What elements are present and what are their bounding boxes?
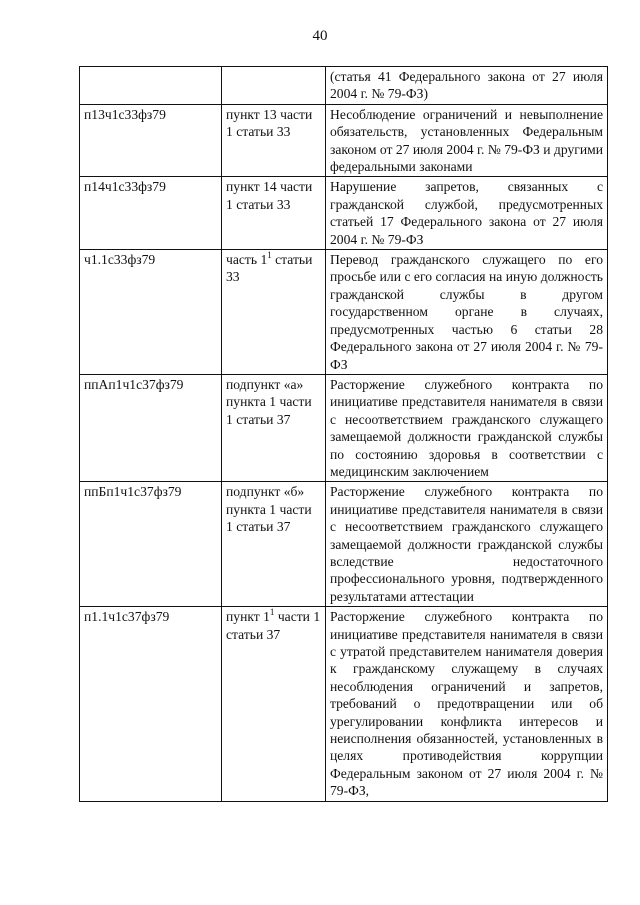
page-number: 40 [312,28,328,44]
description-cell: Расторжение служебного контракта по инициативе представителя нанимателя в связи с несоответствием гражданского служащего замещаемой должности гражданской службы вследствие недостаточного профессионального уровня, подтвержденного результатами аттестации [326,482,608,607]
table-row [80,250,608,375]
description-cell: Расторжение служебного контракта по инициативе представителя нанимателя в связи с несоответствием гражданского служащего замещаемой должности гражданской службы по состоянию здоровья в соответствии с медицинским заключением [326,374,608,481]
table-row [80,374,608,481]
table-row [80,482,608,607]
code-cell: ппАп1ч1с37фз79 [80,374,222,481]
code-cell: п14ч1с33фз79 [80,177,222,250]
codes-table [79,66,608,802]
table-row [80,177,608,250]
reference-cell: пункт 14 части 1 статьи 33 [222,177,326,250]
description-cell: (статья 41 Федерального закона от 27 июля 2004 г. № 79-ФЗ) [326,67,608,105]
reference-text: часть 1 [226,252,268,268]
reference-text: пункт 1 [226,609,270,625]
description-cell: Нарушение запретов, связанных с гражданской службой, предусмотренных статьей 17 Федерального закона от 27 июля 2004 г. № 79-ФЗ [326,177,608,250]
reference-cell: подпункт «б» пункта 1 части 1 статьи 37 [222,482,326,607]
reference-cell [222,607,326,801]
reference-superscript: 1 [267,250,272,261]
description-cell: Перевод гражданского служащего по его просьбе или с его согласия на иную должность гражданской службы в другом государственном органе в случаях, предусмотренных частью 6 статьи 28 Федерального закона от 27 июля 2004 г. № 79-ФЗ [326,250,608,375]
reference-cell [222,67,326,105]
code-cell: ппБп1ч1с37фз79 [80,482,222,607]
reference-text: части 1 статьи 37 [226,609,321,642]
reference-superscript: 1 [269,607,275,618]
reference-cell: подпункт «а» пункта 1 части 1 статьи 37 [222,374,326,481]
table-row [80,67,608,105]
code-cell: п1.1ч1с37фз79 [80,607,222,801]
table-row [80,607,608,801]
reference-cell: пункт 13 части 1 статьи 33 [222,104,326,177]
reference-text: статьи 33 [226,252,313,285]
description-cell: Несоблюдение ограничений и невыполнение обязательств, установленных Федеральным законом от 27 июля 2004 г. № 79-ФЗ и другими федеральными законами [326,104,608,177]
table-row [80,104,608,177]
code-cell: п13ч1с33фз79 [80,104,222,177]
reference-cell [222,250,326,375]
code-cell: ч1.1с33фз79 [80,250,222,375]
code-cell [80,67,222,105]
description-cell: Расторжение служебного контракта по инициативе представителя нанимателя в связи с утратой представителем нанимателя доверия к гражданскому служащему в случаях несоблюдения ограничений и запретов, требований о предотвращении или об урегулировании конфликта интересов и неисполнения обязанностей, установленных в целях противодействия коррупции Федеральным законом от 27 июля 2004 г. № 79-ФЗ, [326,607,608,801]
